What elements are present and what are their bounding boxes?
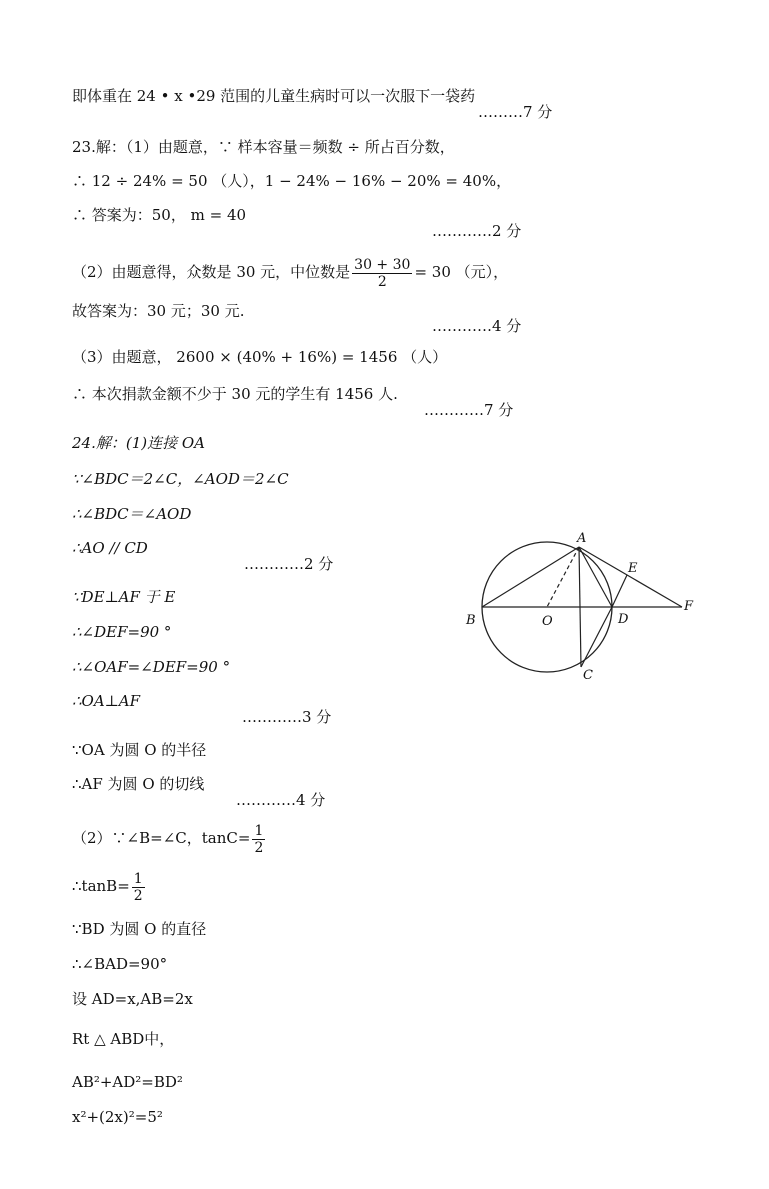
text-segment: = 30 （元）， [414,263,509,281]
text-line: ∵∠BDC＝2∠C，∠AOD＝2∠C [72,470,289,488]
score-mark: …………7 分 [424,401,514,419]
text-line [72,866,147,906]
text-line: ∴∠DEF=90 ° [72,623,172,641]
text-line: 即体重在 24 • x •29 范围的儿童生病时可以一次服下一袋药 [72,87,476,105]
text-line: ∴ 12 ÷ 24% = 50 （人），1 − 24% − 16% − 20% = 40%， [72,172,512,190]
text-line: （3）由题意， 2600 × (40% + 16%) = 1456 （人） [72,348,448,366]
line-ba [482,547,579,607]
score-mark: …………4 分 [432,317,522,335]
geometry-figure [462,530,702,690]
text-line: ∴∠BAD=90° [72,955,168,973]
score-mark: …………2 分 [244,555,334,573]
text-line: 设 AD=x,AB=2x [72,990,193,1008]
text-line [72,252,508,292]
fraction [132,871,145,904]
text-line: ∵BD 为圆 O 的直径 [72,920,207,938]
label-d: D [618,612,629,627]
text-line: ∵DE⊥AF 于 E [72,588,176,606]
score-mark: …………3 分 [242,708,332,726]
text-line: 24.解：(1)连接 OA [72,434,206,452]
text-line: x²+(2x)²=5² [72,1108,163,1126]
label-e: E [628,561,638,576]
text-segment: ∴tanB= [72,877,130,895]
text-line: ∵OA 为圆 O 的半径 [72,741,207,759]
text-line: AB²+AD²=BD² [72,1073,183,1091]
text-line: 23.解：（1）由题意，∵ 样本容量＝频数 ÷ 所占百分数， [72,138,455,156]
line-cd [581,607,612,667]
text-line: Rt △ ABD中， [72,1030,175,1048]
label-c: C [583,668,593,683]
text-line: ∴∠BDC＝∠AOD [72,505,192,523]
text-line: ∴AF 为圆 O 的切线 [72,775,205,793]
score-mark: …………2 分 [432,222,522,240]
text-line: ∴OA⊥AF [72,692,141,710]
fraction-numerator: 30 + 30 [354,256,411,273]
label-b: B [466,613,476,628]
score-mark: ………7 分 [478,103,553,121]
fraction [252,823,265,856]
text-line [72,818,267,858]
text-line: ∴AO // CD [72,539,148,557]
fraction-denominator: 2 [377,273,387,290]
text-segment: （2）由题意得，众数是 30 元，中位数是 [72,263,351,281]
fraction-denominator: 2 [254,839,264,856]
text-line: ∴ 本次捐款金额不少于 30 元的学生有 1456 人. [72,385,398,403]
text-line: ∴∠OAF=∠DEF=90 ° [72,658,231,676]
text-line: 故答案为：30 元；30 元. [72,302,245,320]
text-segment: （2）∵∠B=∠C，tanC= [72,829,251,847]
line-af [579,547,682,607]
fraction [352,257,412,290]
label-a: A [577,531,587,546]
fraction-denominator: 2 [133,887,143,904]
score-mark: …………4 分 [236,791,326,809]
label-f: F [684,599,694,614]
text-line: ∴ 答案为：50， m = 40 [72,206,247,224]
label-o: O [542,614,553,629]
line-de [612,575,627,607]
fraction-numerator: 1 [133,870,143,887]
line-oa-dashed [547,547,579,607]
fraction-numerator: 1 [254,822,264,839]
